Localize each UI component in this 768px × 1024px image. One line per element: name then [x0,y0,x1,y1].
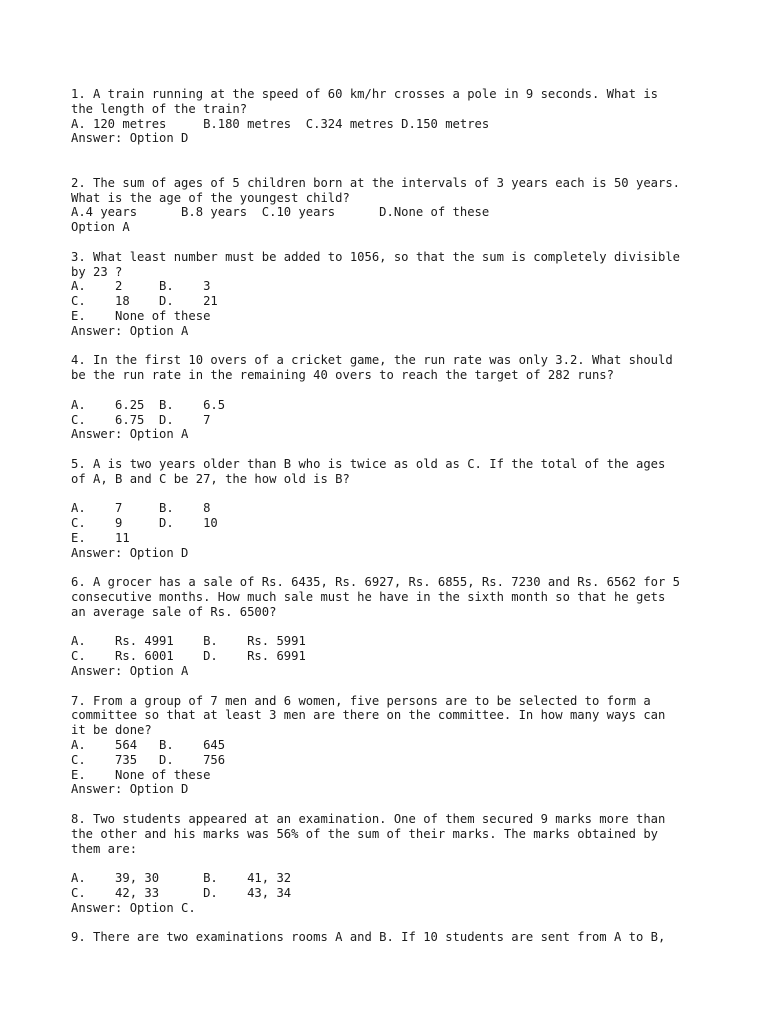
question-9 [71,930,711,945]
question-8 [71,812,711,916]
answer-options: A. 6.25 B. 6.5 [71,397,226,412]
question-3 [71,250,711,339]
answer-options: C. 9 D. 10 [71,516,218,531]
question-text: 6. A grocer has a sale of Rs. 6435, Rs. 6927, Rs. 6855, Rs. 7230 and Rs. 6562 for 5 [71,575,681,590]
answer-options: E. None of these [71,767,211,782]
question-text: committee so that at least 3 men are there on the committee. In how many ways can [71,708,666,723]
blank-line [71,620,711,635]
answer-options: C. 42, 33 D. 43, 34 [71,886,292,901]
answer-options: A. 120 metres B.180 metres C.324 metres D.150 metres [71,116,490,131]
answer-options: C. 6.75 D. 7 [71,412,211,427]
question-text: 7. From a group of 7 men and 6 women, five persons are to be selected to form a [71,693,651,708]
answer-options: A. 7 B. 8 [71,501,211,516]
blank-line [71,856,711,871]
question-2 [71,176,711,235]
answer-options: E. 11 [71,530,130,545]
blank-line [71,383,711,398]
question-text: be the run rate in the remaining 40 overs to reach the target of 282 runs? [71,368,614,383]
answer-line: Answer: Option D [71,131,189,146]
answer-line: Answer: Option D [71,545,189,560]
question-text: What is the age of the youngest child? [71,190,350,205]
answer-options: A. 39, 30 B. 41, 32 [71,871,292,886]
answer-options: A. Rs. 4991 B. Rs. 5991 [71,634,306,649]
answer-options: A.4 years B.8 years C.10 years D.None of these [71,205,490,220]
answer-line: Answer: Option C. [71,900,196,915]
question-text: it be done? [71,723,152,738]
question-text: 5. A is two years older than B who is twice as old as C. If the total of the ages [71,456,666,471]
question-text: consecutive months. How much sale must he have in the sixth month so that he gets [71,590,666,605]
question-text: 9. There are two examinations rooms A and B. If 10 students are sent from A to B, [71,930,666,945]
question-text: 8. Two students appeared at an examination. One of them secured 9 marks more than [71,812,666,827]
blank-line [71,487,711,502]
document-page [71,87,711,945]
answer-options: A. 564 B. 645 [71,738,226,753]
question-text: 1. A train running at the speed of 60 km/hr crosses a pole in 9 seconds. What is [71,87,658,101]
question-5 [71,457,711,561]
answer-line: Answer: Option A [71,664,189,679]
answer-options: C. Rs. 6001 D. Rs. 6991 [71,649,306,664]
answer-options: C. 18 D. 21 [71,294,218,309]
answer-options: A. 2 B. 3 [71,279,211,294]
question-text: the length of the train? [71,101,248,116]
question-text: of A, B and C be 27, the how old is B? [71,471,350,486]
answer-line: Answer: Option D [71,782,189,797]
answer-options: E. None of these [71,308,211,323]
question-7 [71,694,711,798]
answer-line: Answer: Option A [71,427,189,442]
question-6 [71,575,711,679]
question-4 [71,353,711,442]
question-text: an average sale of Rs. 6500? [71,604,277,619]
question-text: by 23 ? [71,264,123,279]
question-1 [71,87,711,146]
answer-line: Option A [71,220,130,235]
question-text: 3. What least number must be added to 1056, so that the sum is completely divisible [71,249,681,264]
answer-line: Answer: Option A [71,323,189,338]
question-text: 2. The sum of ages of 5 children born at the intervals of 3 years each is 50 years. [71,175,681,190]
question-text: them are: [71,841,138,856]
question-text: 4. In the first 10 overs of a cricket game, the run rate was only 3.2. What should [71,353,673,368]
answer-options: C. 735 D. 756 [71,752,226,767]
question-text: the other and his marks was 56% of the sum of their marks. The marks obtained by [71,826,658,841]
